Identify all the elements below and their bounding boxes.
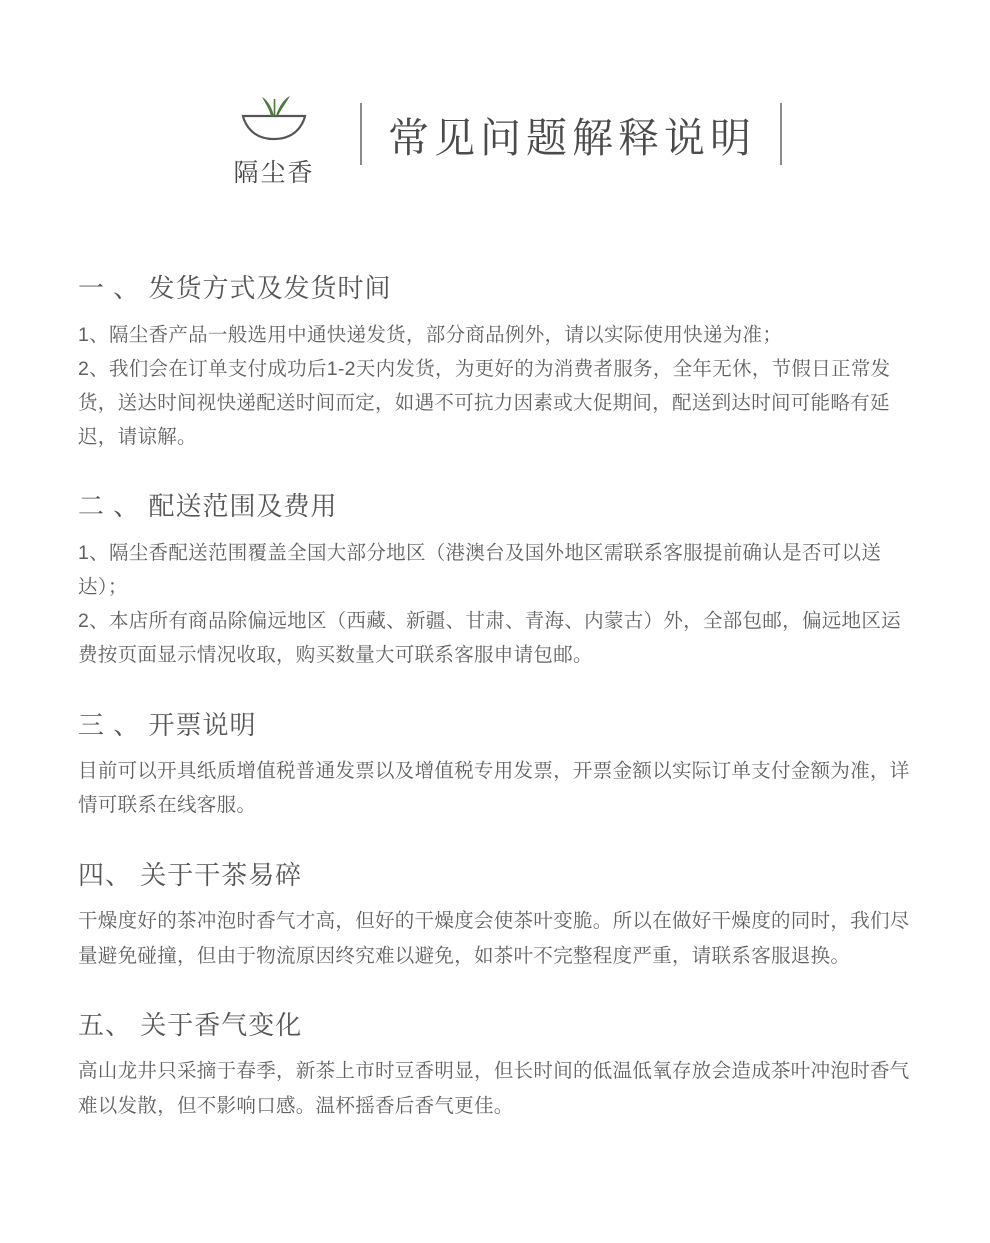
- section-title: 五、 关于香气变化: [78, 1009, 303, 1040]
- page-header: [0, 0, 990, 200]
- faq-section-3: [78, 709, 912, 823]
- section-body: [78, 754, 912, 822]
- section-paragraph: 干燥度好的茶冲泡时香气才高，但好的干燥度会使茶叶变脆。所以在做好干燥度的同时，我们尽量避免碰撞，但由于物流原因终究难以避免，如茶叶不完整程度严重，请联系客服退换。: [78, 910, 910, 967]
- brand-logo: [208, 89, 340, 189]
- section-body: [78, 904, 912, 972]
- tea-leaf-in-bowl-icon: [237, 89, 311, 147]
- section-title: 二 、 配送范围及费用: [78, 491, 338, 522]
- faq-content: [0, 272, 990, 1123]
- section-paragraph: 2、我们会在订单支付成功后1-2天内发货，为更好的为消费者服务，全年无休，节假日正常发货，送达时间视快递配送时间而定，如遇不可抗力因素或大促期间，配送到达时间可能略有延迟，请谅解。: [78, 357, 891, 449]
- faq-section-4: [78, 859, 912, 973]
- section-title: 三 、 开票说明: [78, 709, 257, 740]
- section-paragraph: 高山龙井只采摘于春季，新茶上市时豆香明显，但长时间的低温低氧存放会造成茶叶冲泡时香气难以发散，但不影响口感。温杯摇香后香气更佳。: [78, 1060, 910, 1117]
- section-title: 一 、 发货方式及发货时间: [78, 272, 392, 303]
- section-paragraph: 目前可以开具纸质增值税普通发票以及增值税专用发票，开票金额以实际订单支付金额为准，详情可联系在线客服。: [78, 760, 910, 817]
- section-body: [78, 1054, 912, 1122]
- page-title: 常见问题解释说明: [388, 115, 756, 162]
- vertical-divider-left-icon: [360, 103, 362, 165]
- vertical-divider-right-icon: [780, 103, 782, 165]
- section-body: [78, 536, 912, 673]
- section-title: 四、 关于干茶易碎: [78, 859, 303, 890]
- section-body: [78, 318, 912, 455]
- section-paragraph: 2、本店所有商品除偏远地区（西藏、新疆、甘肃、青海、内蒙古）外，全部包邮，偏远地区运费按页面显示情况收取，购买数量大可联系客服申请包邮。: [78, 610, 901, 667]
- faq-section-1: [78, 272, 912, 454]
- section-paragraph: 1、隔尘香产品一般选用中通快递发货，部分商品例外，请以实际使用快递为准；: [78, 323, 783, 346]
- faq-section-5: [78, 1009, 912, 1123]
- faq-section-2: [78, 490, 912, 672]
- brand-name: 隔尘香: [233, 159, 315, 187]
- section-paragraph: 1、隔尘香配送范围覆盖全国大部分地区（港澳台及国外地区需联系客服提前确认是否可以送达）；: [78, 542, 882, 599]
